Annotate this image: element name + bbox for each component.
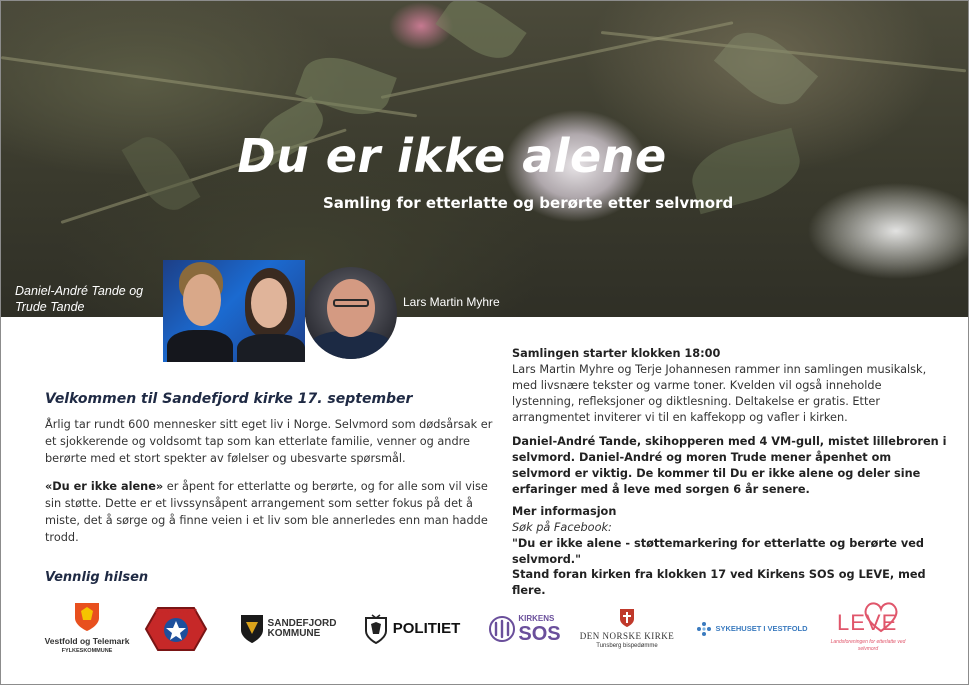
logo-norske-kirke-label: DEN NORSKE KIRKE — [579, 630, 675, 641]
person-body — [237, 334, 305, 362]
logo-leve-sub: Landsforeningen for etterlatte ved selvmord — [830, 639, 906, 652]
logo-norske-kirke-sub: Tunsberg bispedømme — [596, 642, 658, 649]
hospital-dots-icon — [696, 621, 712, 637]
church-shield-icon — [619, 608, 635, 628]
facebook-event-name: "Du er ikke alene - støttemarkering for etterlatte og berørte ved selvmord." — [512, 537, 925, 566]
closing-paragraph — [45, 478, 495, 546]
logo-vestfold-telemark — [37, 599, 137, 659]
person-face — [183, 274, 221, 326]
person-body — [167, 330, 233, 362]
logo-leve-label: LEVE — [837, 610, 898, 635]
logo-sykehuset-label: SYKEHUSET I VESTFOLD — [715, 624, 808, 633]
logo-sandefjord-text — [268, 619, 337, 639]
logo-sykehuset-vestfold — [689, 599, 815, 659]
logo-politiet-label: POLITIET — [392, 620, 461, 637]
regards-heading: Vennlig hilsen — [45, 570, 149, 585]
logo-sandefjord-kommune — [233, 599, 343, 659]
branch-decoration — [381, 21, 734, 99]
closing-paragraph-text: er åpent for etterlatte og berørte, og for alle som vil vise sin støtte. Dette er et livssynsåpent arrangement som setter fokus på det å miste, det å sørge og å finne veien i et liv som ble annerledes enn man hadde trodd. — [45, 480, 488, 544]
logo-vestfold-sub: FYLKESKOMMUNE — [61, 648, 113, 654]
header-photo — [1, 1, 968, 317]
event-name-bold: «Du er ikke alene» — [45, 480, 164, 493]
county-shield-icon — [74, 602, 100, 632]
tande-paragraph: Daniel-André Tande, skihopperen med 4 VM-gull, mistet lillebroren i selvmord. Daniel-André og moren Trude mener åpenhet om selvmord er viktig. De kommer til Du er ikke alene og deler sine erfaringer med å leve med sorgen 6 år senere. — [512, 435, 947, 496]
photo-tande — [163, 260, 305, 362]
photo-caption-myhre: Lars Martin Myhre — [403, 295, 500, 309]
logo-kirkens-text — [518, 614, 560, 644]
person-face — [327, 279, 375, 337]
logo-kommune-label: KOMMUNE — [267, 628, 321, 639]
stand-info: Stand foran kirken fra klokken 17 ved Kirkens SOS og LEVE, med flere. — [512, 568, 926, 597]
logo-kirkens-label: KIRKENS — [518, 614, 555, 623]
logo-vestfold-label: Vestfold og Telemark — [44, 636, 130, 646]
more-info-heading: Mer informasjon — [512, 505, 617, 518]
logo-sos-label: SOS — [518, 623, 561, 645]
logo-kirkens-sos — [485, 599, 565, 659]
kirkens-sos-symbol-icon — [489, 615, 515, 643]
photo-caption-tande: Daniel-André Tande og Trude Tande — [15, 284, 144, 314]
intro-paragraph: Årlig tar rundt 600 mennesker sitt eget liv i Norge. Selvmord som dødsårsak er et sjokkerende og voldsomt tap som kan etterlate familie, venner og andre berørte med et stort spekter av følelser og ubesvarte spørsmål. — [45, 418, 493, 465]
photo-myhre — [305, 267, 397, 359]
glasses-icon — [333, 299, 369, 307]
police-crest-icon — [364, 614, 388, 644]
person-face — [251, 278, 287, 328]
logo-politiet — [353, 599, 471, 659]
logo-brannvesen-label: BRANNVESENET — [155, 609, 197, 615]
leve-wordmark — [833, 605, 903, 639]
welcome-heading: Velkommen til Sandefjord kirke 17. september — [45, 391, 413, 407]
leaf-decoration — [714, 19, 818, 119]
municipal-shield-icon — [240, 614, 264, 644]
facebook-search-label: Søk på Facebook: — [512, 521, 612, 534]
logo-den-norske-kirke — [577, 599, 677, 659]
program-paragraph: Lars Martin Myhre og Terje Johannesen rammer inn samlingen musikalsk, med livsnære tekster og varme toner. Kvelden vil også inneholde lystenning, refleksjoner og diktlesning. Deltakelse er gratis. Etter arrangmentet inviterer vi til en kaffekopp og vafler i kirken. — [512, 363, 927, 424]
event-title: Du er ikke alene — [237, 129, 667, 183]
event-subtitle: Samling for etterlatte og berørte etter selvmord — [323, 194, 734, 212]
logo-leve — [827, 599, 909, 659]
logo-sandefjord-label: SANDEFJORD — [267, 618, 337, 629]
leaf-decoration — [435, 1, 526, 70]
logo-brannvesen — [143, 599, 209, 659]
start-time-heading: Samlingen starter klokken 18:00 — [512, 347, 721, 360]
